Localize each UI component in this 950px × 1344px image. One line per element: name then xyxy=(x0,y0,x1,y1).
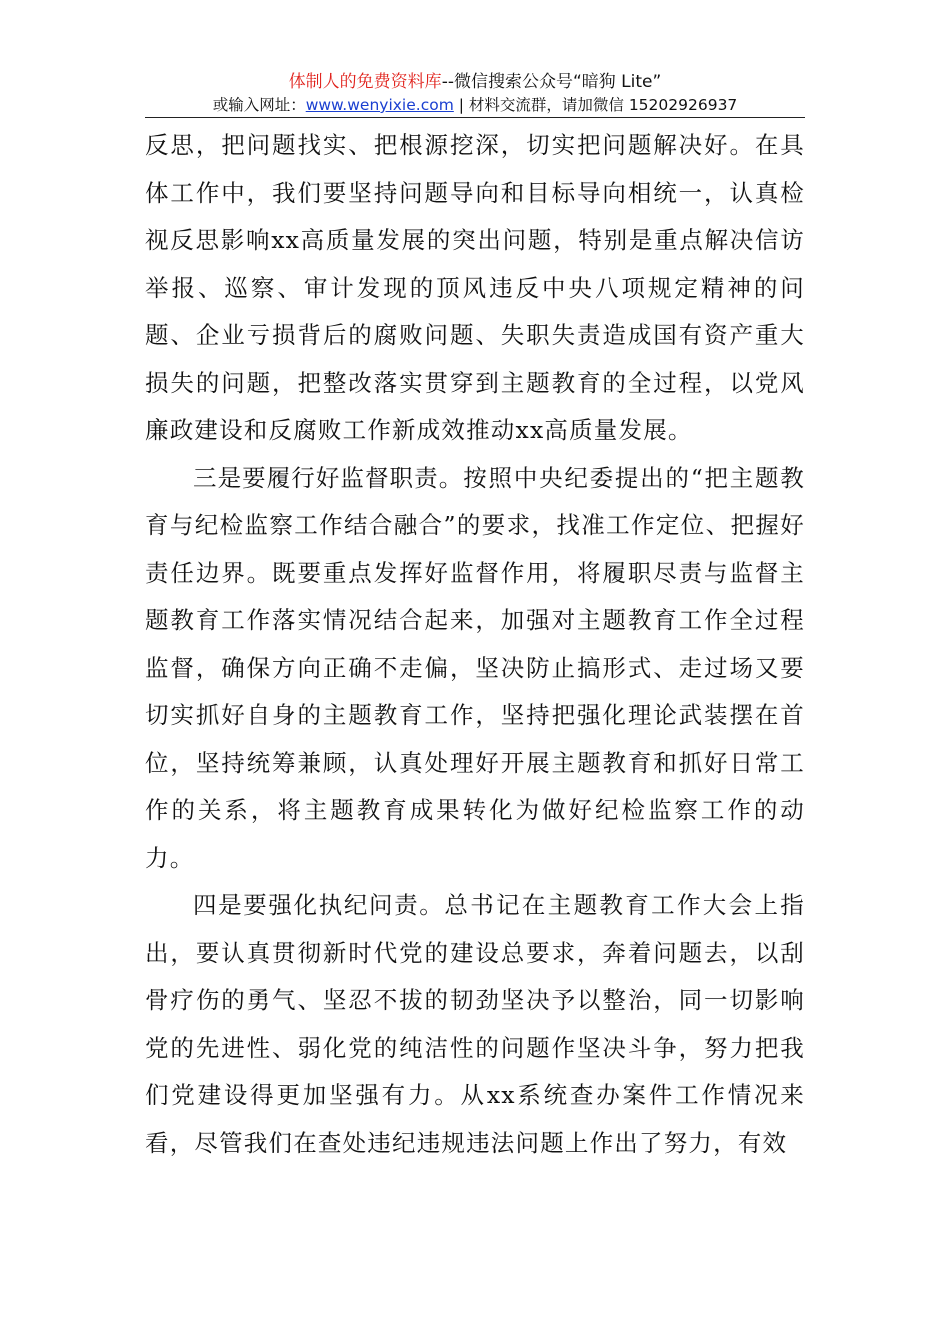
paragraph-1-text: 反思，把问题找实、把根源挖深，切实把问题解决好。在具体工作中，我们要坚持问题导向和目标导向相统一，认真检视反思影响xx高质量发展的突出问题，特别是重点解决信访举报、巡察、审计发现的顶风违反中央八项规定精神的问题、企业亏损背后的腐败问题、失职失责造成国有资产重大损失的问题，把整改落实贯穿到主题教育的全过程，以党风廉政建设和反腐败工作新成效推动xx高质量发展。 xyxy=(145,131,805,444)
header-divider xyxy=(145,117,805,118)
header-url-link[interactable]: www.wenyixie.com xyxy=(305,96,454,114)
document-body xyxy=(145,122,805,1167)
header-brand: 体制人的免费资料库 xyxy=(288,72,442,92)
paragraph-2-heading: 三是要履行好监督职责。 xyxy=(193,463,464,492)
header-url-prefix: 或输入网址： xyxy=(212,96,306,114)
header-promo-line xyxy=(145,70,805,94)
page-header xyxy=(145,70,805,116)
header-tagline: --微信搜索公众号“暗狗 Lite” xyxy=(441,72,662,92)
header-contact: 材料交流群，请加微信 15202926937 xyxy=(468,96,738,114)
header-separator: | xyxy=(453,96,469,114)
paragraph-3-text: 总书记在主题教育工作大会上指出，要认真贯彻新时代党的建设总要求，奔着问题去，以刮骨疗伤的勇气、坚忍不拔的韧劲坚决予以整治，同一切影响党的先进性、弱化党的纯洁性的问题作坚决斗争，努力把我们党建设得更加坚强有力。从xx系统查办案件工作情况来看，尽管我们在查处违纪违规违法问题上作出了努力，有效 xyxy=(145,891,805,1157)
paragraph-1 xyxy=(145,122,805,455)
paragraph-2 xyxy=(145,455,805,883)
paragraph-3-heading: 四是要强化执纪问责。 xyxy=(193,891,445,919)
paragraph-3 xyxy=(145,882,805,1167)
header-contact-line xyxy=(145,94,805,116)
paragraph-2-text: 按照中央纪委提出的“把主题教育与纪检监察工作结合融合”的要求，找准工作定位、把握好责任边界。既要重点发挥好监督作用，将履职尽责与监督主题教育工作落实情况结合起来，加强对主题教育工作全过程监督，确保方向正确不走偏，坚决防止搞形式、走过场又要切实抓好自身的主题教育工作，坚持把强化理论武装摆在首位，坚持统筹兼顾，认真处理好开展主题教育和抓好日常工作的关系，将主题教育成果转化为做好纪检监察工作的动力。 xyxy=(145,463,806,872)
